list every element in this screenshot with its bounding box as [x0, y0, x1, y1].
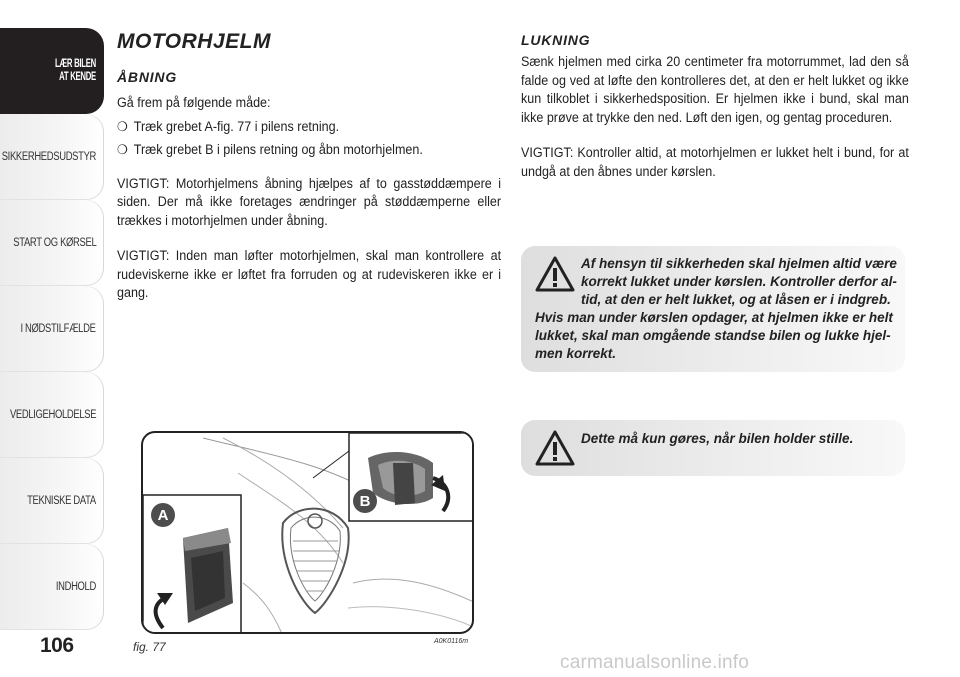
- right-body: [521, 53, 909, 181]
- watermark-text: carmanualsonline.info: [560, 652, 750, 673]
- warning-line: Af hensyn til sikkerheden skal hjelmen altid være: [581, 256, 897, 271]
- figure-caption: fig. 77: [133, 640, 166, 654]
- tab-laer-bilen-at-kende[interactable]: [0, 28, 104, 114]
- tab-label: INDHOLD: [55, 580, 96, 593]
- section-heading-lukning: LUKNING: [521, 32, 591, 48]
- warning-line: men korrekt.: [535, 346, 617, 361]
- list-item-text: Træk grebet B i pilens retning og åbn motorhjelmen.: [133, 142, 423, 157]
- right-column: [521, 30, 909, 181]
- left-body: [117, 94, 501, 303]
- figure-code: A0K0116m: [434, 638, 469, 645]
- tab-label: TEKNISKE DATA: [27, 494, 96, 507]
- vigtigt-note-1: VIGTIGT: Motorhjelmens åbning hjælpes af to gasstøddæmpere i siden. Der må ikke foretages ændringer på støddæmperne eller trækkes i motorhjelmen under åbning.: [117, 175, 502, 228]
- tab-tekniske-data[interactable]: [0, 458, 104, 544]
- tab-i-nodstilfaelde[interactable]: [0, 286, 104, 372]
- tab-label: START OG KØRSEL: [12, 236, 96, 249]
- warning-line: lukket, skal man omgående standse bilen og lukke hjel-: [535, 328, 891, 343]
- lukning-paragraph: Sænk hjelmen med cirka 20 centimeter fra motorrummet, lad den så falde og ved at løfte den kontrolleres det, at den er helt lukket og ikke kun tilkoblet i sikkerhedsposition. Er hjelmen ikke i bund, skal man ikke prøve at trykke den ned. Løft den igen, og gentag proceduren.: [521, 54, 909, 125]
- tab-start-og-korsel[interactable]: [0, 200, 104, 286]
- tab-indhold[interactable]: [0, 544, 104, 630]
- tab-label: I NØDSTILFÆLDE: [20, 322, 96, 335]
- tab-label: SIKKERHEDSUDSTYR: [1, 150, 96, 163]
- tab-label-line1: LÆR BILEN: [55, 58, 96, 70]
- section-heading-abning: ÅBNING: [117, 69, 178, 85]
- page-number: 106: [40, 634, 74, 657]
- left-column: [117, 30, 501, 303]
- label-a: A: [157, 507, 169, 524]
- tab-label: VEDLIGEHOLDELSE: [9, 408, 96, 421]
- bullet-circle-icon: ❍: [117, 142, 128, 157]
- warning-triangle-icon: [535, 430, 575, 466]
- warning-text-safety: [535, 255, 897, 363]
- warning-line: korrekt lukket under kørslen. Kontroller derfor al-: [581, 274, 897, 289]
- car-hood-drawing: [143, 433, 474, 634]
- vigtigt-note-2: VIGTIGT: Inden man løfter motorhjelmen, skal man kontrollere at rudeviskerne ikke er løftet fra forruden og at rudeviskeren ikke er i gang.: [117, 248, 502, 300]
- warning-box-stationary: [521, 420, 905, 476]
- figure-77-illustration: [141, 431, 474, 634]
- tab-sikkerhedsudstyr[interactable]: [0, 114, 104, 200]
- tab-vedligeholdelse[interactable]: [0, 372, 104, 458]
- page-title: MOTORHJELM: [117, 30, 271, 53]
- warning-line: Hvis man under kørslen opdager, at hjelmen ikke er helt: [535, 310, 893, 325]
- intro-text: Gå frem på følgende måde:: [117, 95, 271, 110]
- label-b: B: [359, 493, 371, 510]
- tab-label-line2: AT KENDE: [59, 71, 96, 83]
- warning-box-safety: [521, 246, 905, 372]
- list-item: [117, 141, 501, 160]
- warning-text-stationary: Dette må kun gøres, når bilen holder stille.: [581, 431, 854, 446]
- list-item: [117, 118, 501, 137]
- list-item-text: Træk grebet A-fig. 77 i pilens retning.: [133, 118, 340, 134]
- warning-line: tid, at den er helt lukket, og at låsen er i indgreb.: [581, 292, 891, 307]
- bullet-circle-icon: ❍: [117, 118, 128, 134]
- vigtigt-note-3: VIGTIGT: Kontroller altid, at motorhjelmen er lukket helt i bund, for at undgå at den åbnes under kørslen.: [521, 145, 909, 179]
